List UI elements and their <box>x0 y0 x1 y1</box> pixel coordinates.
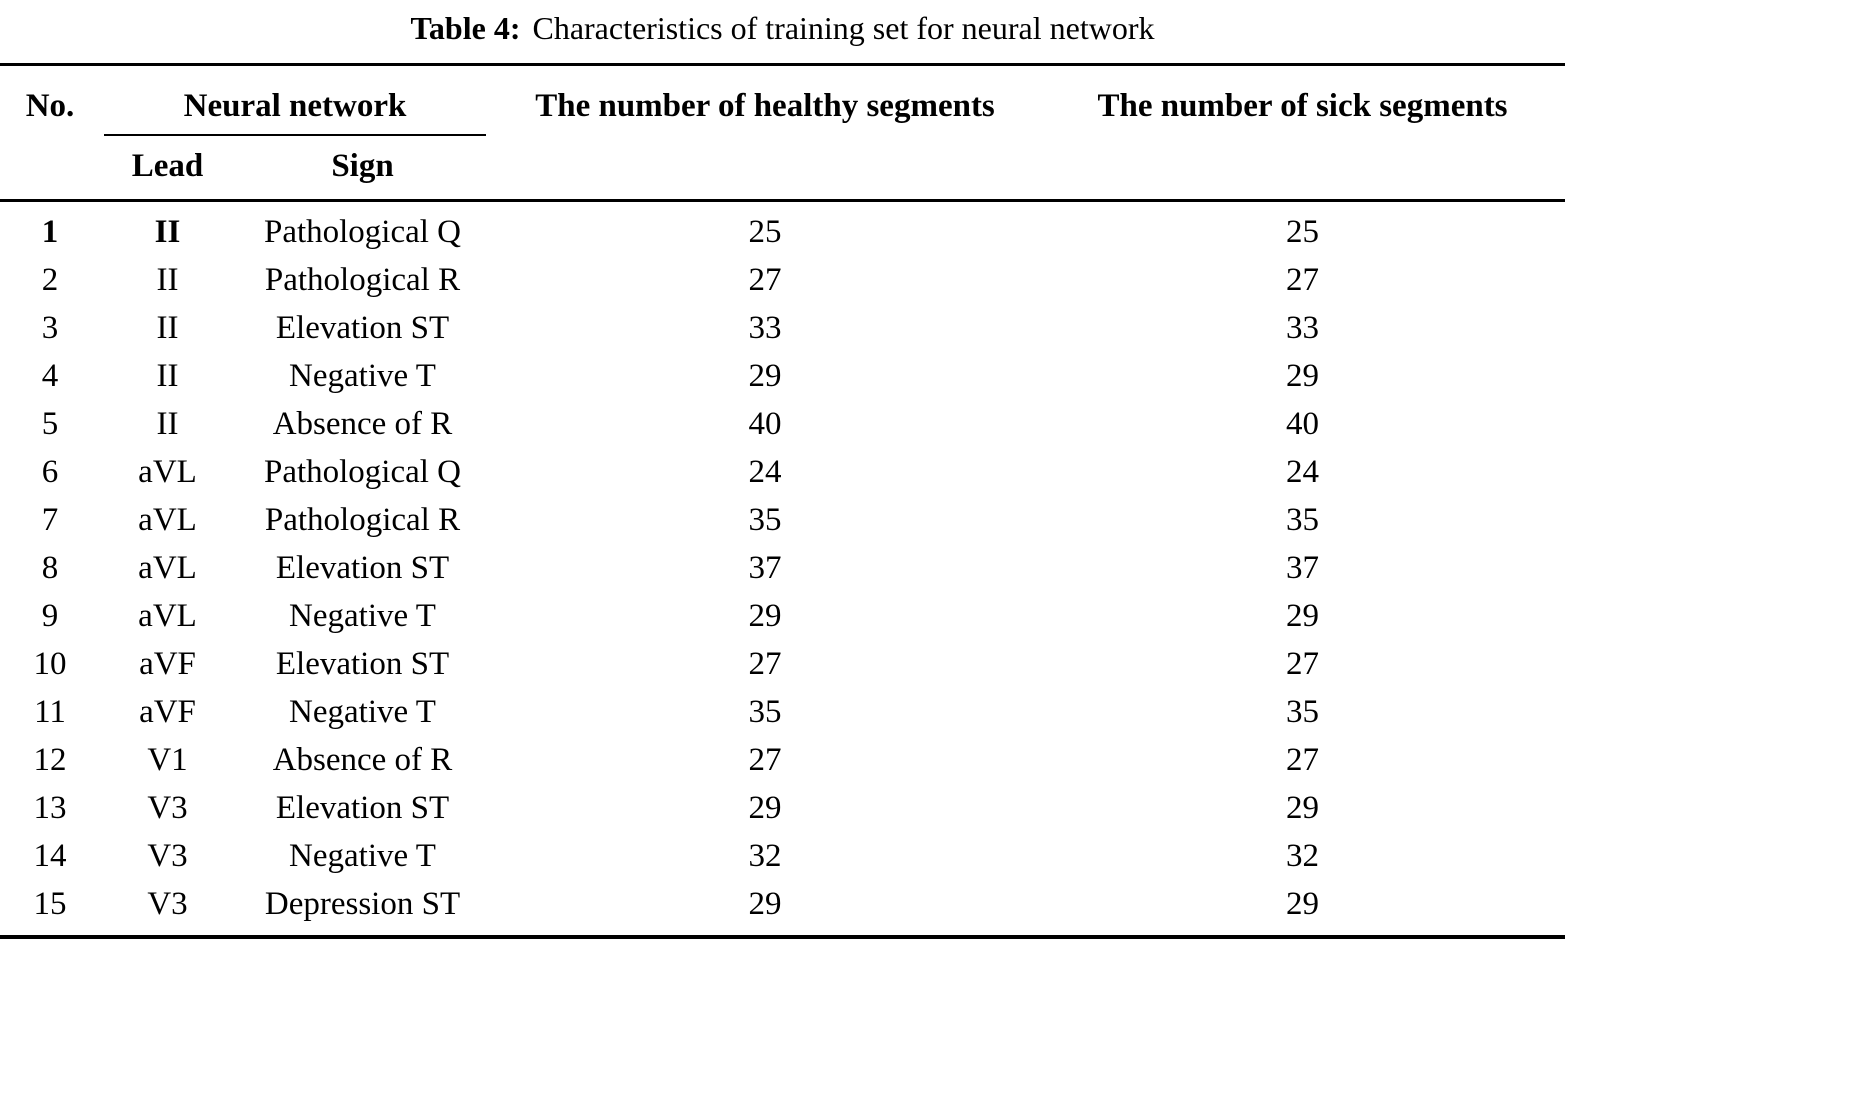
table-row <box>0 353 1565 401</box>
cell-no: 3 <box>41 310 59 346</box>
cell-sick-segments: 27 <box>1286 742 1319 778</box>
cell-sick-segments: 24 <box>1286 454 1319 490</box>
table-caption-label: Table 4: <box>410 10 521 46</box>
cell-no: 15 <box>33 886 67 922</box>
cell-sign: Absence of R <box>272 742 453 778</box>
table-row <box>0 545 1565 593</box>
cell-sign: Pathological R <box>264 262 461 298</box>
cell-no: 8 <box>41 550 59 586</box>
cell-no: 14 <box>33 838 67 874</box>
cell-no: 11 <box>34 694 66 730</box>
table-row <box>0 641 1565 689</box>
table-row <box>0 401 1565 449</box>
table-row <box>0 737 1565 785</box>
cell-healthy-segments: 29 <box>748 790 782 826</box>
cell-sick-segments: 25 <box>1286 214 1319 250</box>
cell-no: 12 <box>33 742 67 778</box>
cell-healthy-segments: 32 <box>748 838 782 874</box>
cell-sick-segments: 27 <box>1286 262 1319 298</box>
col-header-no: No. <box>25 88 75 124</box>
cell-sick-segments: 29 <box>1286 598 1319 634</box>
cell-healthy-segments: 40 <box>748 406 782 442</box>
table-header <box>0 65 1565 201</box>
col-header-healthy-segments: The number of healthy segments <box>535 88 995 124</box>
cell-sick-segments: 29 <box>1286 886 1319 922</box>
col-header-neural-network-label: Neural network <box>104 88 486 136</box>
cell-no: 2 <box>41 262 59 298</box>
cell-lead: aVF <box>139 646 196 682</box>
cell-no: 1 <box>41 214 59 250</box>
cell-sign: Elevation ST <box>275 790 450 826</box>
cell-sign: Negative T <box>289 838 436 874</box>
cell-sick-segments: 29 <box>1286 790 1319 826</box>
cell-sign: Elevation ST <box>275 550 450 586</box>
cell-no: 9 <box>41 598 59 634</box>
cell-lead: V3 <box>147 886 188 922</box>
cell-sign: Negative T <box>289 358 436 394</box>
cell-sick-segments: 32 <box>1286 838 1319 874</box>
col-header-neural-network <box>100 65 490 137</box>
table-body <box>0 201 1565 938</box>
table-row <box>0 305 1565 353</box>
header-row-1 <box>0 65 1565 137</box>
cell-healthy-segments: 29 <box>748 598 782 634</box>
cell-lead: aVL <box>138 598 197 634</box>
cell-healthy-segments: 29 <box>748 358 782 394</box>
cell-lead: II <box>156 406 179 442</box>
cell-lead: V1 <box>147 742 188 778</box>
cell-sick-segments: 29 <box>1286 358 1319 394</box>
cell-sick-segments: 35 <box>1286 694 1319 730</box>
cell-lead: aVL <box>138 550 197 586</box>
table-caption <box>0 4 1565 63</box>
cell-lead: V3 <box>147 838 188 874</box>
cell-no: 5 <box>41 406 59 442</box>
table-row <box>0 881 1565 937</box>
cell-healthy-segments: 24 <box>748 454 782 490</box>
table-caption-text: Characteristics of training set for neural network <box>532 10 1155 46</box>
training-set-table <box>0 63 1565 939</box>
cell-no: 13 <box>33 790 67 826</box>
col-header-sick-segments: The number of sick segments <box>1097 88 1508 124</box>
cell-sign: Negative T <box>289 598 436 634</box>
cell-no: 10 <box>33 646 67 682</box>
col-header-lead: Lead <box>131 148 204 184</box>
table-row <box>0 785 1565 833</box>
cell-lead: V3 <box>147 790 188 826</box>
table-row <box>0 449 1565 497</box>
cell-healthy-segments: 27 <box>748 742 782 778</box>
cell-sign: Negative T <box>289 694 436 730</box>
cell-no: 4 <box>41 358 59 394</box>
cell-healthy-segments: 35 <box>748 502 782 538</box>
cell-sign: Elevation ST <box>275 646 450 682</box>
table-row <box>0 689 1565 737</box>
cell-lead: aVF <box>139 694 196 730</box>
cell-lead: aVL <box>138 502 197 538</box>
cell-lead: II <box>156 358 179 394</box>
table-row <box>0 201 1565 258</box>
cell-lead: II <box>154 214 181 250</box>
table-row <box>0 833 1565 881</box>
table-row <box>0 257 1565 305</box>
cell-healthy-segments: 33 <box>748 310 782 346</box>
table-row <box>0 593 1565 641</box>
cell-sign: Depression ST <box>264 886 461 922</box>
cell-lead: II <box>156 310 179 346</box>
cell-healthy-segments: 35 <box>748 694 782 730</box>
table-row <box>0 497 1565 545</box>
cell-healthy-segments: 29 <box>748 886 782 922</box>
cell-sign: Pathological Q <box>263 214 462 250</box>
cell-sign: Pathological R <box>264 502 461 538</box>
cell-sick-segments: 33 <box>1286 310 1319 346</box>
cell-no: 7 <box>41 502 59 538</box>
cell-healthy-segments: 25 <box>748 214 782 250</box>
cell-lead: II <box>156 262 179 298</box>
cell-sick-segments: 37 <box>1286 550 1319 586</box>
cell-healthy-segments: 27 <box>748 646 782 682</box>
cell-healthy-segments: 37 <box>748 550 782 586</box>
cell-sick-segments: 35 <box>1286 502 1319 538</box>
cell-sick-segments: 40 <box>1286 406 1319 442</box>
cell-sign: Absence of R <box>272 406 453 442</box>
cell-sick-segments: 27 <box>1286 646 1319 682</box>
cell-healthy-segments: 27 <box>748 262 782 298</box>
cell-sign: Elevation ST <box>275 310 450 346</box>
cell-lead: aVL <box>138 454 197 490</box>
col-header-sign: Sign <box>331 148 394 184</box>
cell-sign: Pathological Q <box>263 454 462 490</box>
cell-no: 6 <box>41 454 59 490</box>
